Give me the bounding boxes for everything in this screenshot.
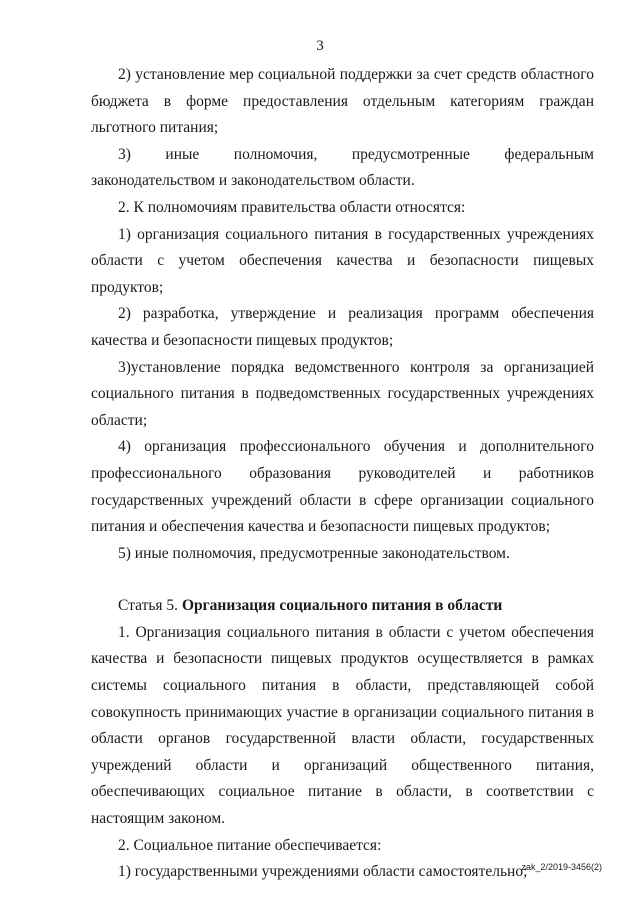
article-prefix: Статья 5.: [118, 597, 182, 615]
paragraph: 2) разработка, утверждение и реализация программ обеспечения качества и безопасности пищевых продуктов;: [91, 305, 594, 349]
paragraph: 3)установление порядка ведомственного контроля за организацией социального питания в подведомственных государственных учреждениях области;: [91, 358, 594, 429]
paragraph: 3) иные полномочия, предусмотренные федеральным законодательством и законодательством области.: [91, 145, 594, 190]
paragraph: 5) иные полномочия, предусмотренные законодательством.: [118, 544, 510, 562]
paragraph: 2. Социальное питание обеспечивается:: [118, 836, 382, 854]
page-number: 3: [316, 38, 324, 54]
paragraph: 1. Организация социального питания в области с учетом обеспечения качества и безопасности пищевых продуктов осуществляется в рамках системы социального питания в области, представляющей собой совокупность принимающих участие в организации социального питания в области органов государственной власти области, государственных учреждений области и организаций общественного питания, обеспечивающих социальное питание в области, в соответствии с настоящим законом.: [91, 623, 594, 828]
paragraph: 1) организация социального питания в государственных учреждениях области с учетом обеспечения качества и безопасности пищевых продуктов;: [91, 225, 594, 296]
article-title: Организация социального питания в области: [181, 597, 503, 615]
footer-code: zak_2/2019-3456(2): [521, 862, 602, 872]
document-body: [91, 62, 594, 886]
paragraph: 4) организация профессионального обучения и дополнительного профессионального образования руководителей и работников государственных учреждений области в сфере организации социального питания и обеспечения качества и безопасности пищевых продуктов;: [91, 438, 594, 536]
paragraph: 2) установление мер социальной поддержки за счет средств областного бюджета в форме предоставления отдельным категориям граждан льготного питания;: [91, 66, 594, 137]
article-heading: [91, 593, 594, 620]
paragraph: 1) государственными учреждениями области самостоятельно;: [118, 863, 528, 881]
paragraph: 2. К полномочиям правительства области относятся:: [118, 198, 466, 216]
spacer: [91, 567, 594, 593]
